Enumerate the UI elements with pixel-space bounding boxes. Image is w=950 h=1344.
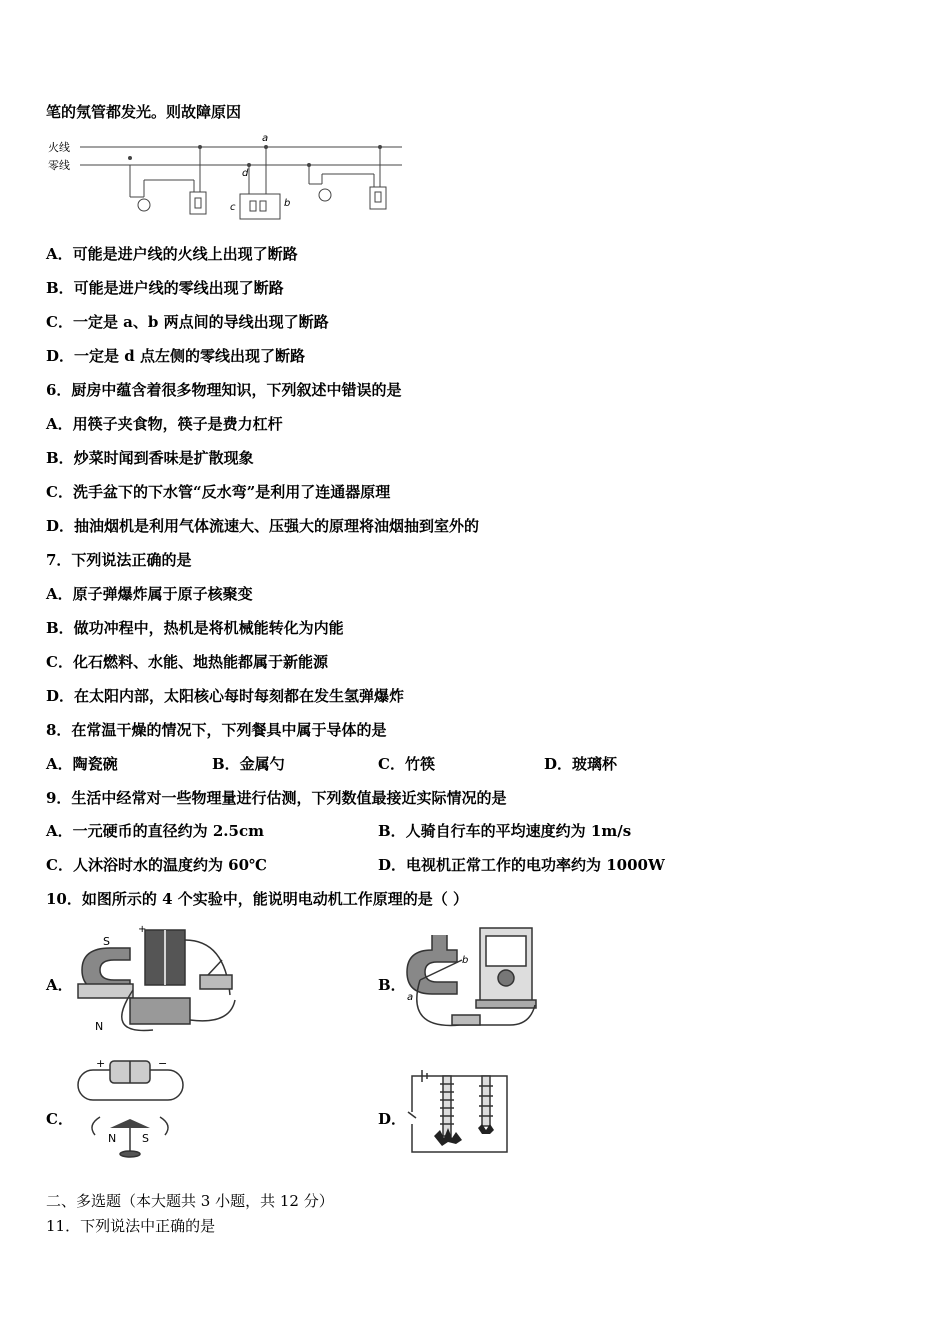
q8-option-a: A．陶瓷碗 (46, 755, 118, 773)
q8-stem: 8．在常温干燥的情况下，下列餐具中属于导体的是 (46, 721, 387, 739)
svg-text:c: c (230, 202, 236, 213)
q5-intro: 笔的氖管都发光。则故障原因 (46, 103, 242, 121)
household-circuit-diagram (44, 132, 404, 227)
svg-text:b: b (284, 198, 291, 209)
svg-text:N: N (95, 1020, 104, 1033)
neutral-wire-label: 零线 (48, 159, 70, 172)
q9-option-a: A．一元硬币的直径约为 2.5cm (46, 822, 264, 840)
q10-fig-c-label: C． (46, 1110, 73, 1128)
q6-option-c: C．洗手盆下的下水管“反水弯”是利用了连通器原理 (46, 483, 391, 501)
q9-option-b: B．人骑自行车的平均速度约为 1m/s (378, 822, 632, 840)
q8-option-d: D．玻璃杯 (544, 755, 618, 773)
svg-text:−: − (158, 1057, 168, 1070)
q8-option-b: B．金属勺 (212, 755, 285, 773)
q7-option-c: C．化石燃料、水能、地热能都属于新能源 (46, 653, 328, 671)
q11-stem: 11．下列说法中正确的是 (46, 1217, 216, 1235)
svg-text:S: S (103, 935, 110, 948)
q7-option-b: B．做功冲程中，热机是将机械能转化为内能 (46, 619, 344, 637)
q7-stem: 7．下列说法正确的是 (46, 551, 192, 569)
svg-text:S: S (142, 1132, 149, 1145)
q6-option-d: D．抽油烟机是利用气体流速大、压强大的原理将油烟抽到室外的 (46, 517, 480, 535)
q7-option-d: D．在太阳内部，太阳核心每时每刻都在发生氢弹爆炸 (46, 687, 405, 705)
svg-text:a: a (262, 133, 269, 144)
q8-option-c: C．竹筷 (378, 755, 435, 773)
q10-fig-b-label: B． (378, 976, 406, 994)
q9-option-c: C．人沐浴时水的温度约为 60℃ (46, 856, 268, 874)
q10-figure-d-experiment (402, 1062, 517, 1157)
q6-stem: 6．厨房中蕴含着很多物理知识，下列叙述中错误的是 (46, 381, 402, 399)
q5-option-a: A．可能是进户线的火线上出现了断路 (46, 245, 298, 263)
q7-option-a: A．原子弹爆炸属于原子核聚变 (46, 585, 253, 603)
q10-figure-c-experiment (70, 1055, 195, 1160)
q6-option-a: A．用筷子夹食物，筷子是费力杠杆 (46, 415, 283, 433)
svg-text:+: + (138, 924, 147, 935)
svg-text:b: b (462, 955, 469, 966)
svg-text:d: d (242, 168, 249, 179)
live-wire-label: 火线 (48, 141, 70, 154)
q9-stem: 9．生活中经常对一些物理量进行估测，下列数值最接近实际情况的是 (46, 789, 507, 807)
section2-title: 二、多选题（本大题共 3 小题，共 12 分） (46, 1192, 334, 1210)
q10-figure-b-experiment (402, 920, 552, 1035)
q5-option-c: C．一定是 a、b 两点间的导线出现了断路 (46, 313, 329, 331)
q10-stem: 10．如图所示的 4 个实验中，能说明电动机工作原理的是（ ） (46, 890, 468, 908)
q5-option-d: D．一定是 d 点左侧的零线出现了断路 (46, 347, 305, 365)
q10-figure-a-experiment (70, 920, 240, 1040)
svg-text:a: a (407, 992, 414, 1003)
q10-fig-d-label: D． (378, 1110, 407, 1128)
q6-option-b: B．炒菜时闻到香味是扩散现象 (46, 449, 254, 467)
q10-fig-a-label: A． (46, 976, 73, 994)
q9-option-d: D．电视机正常工作的电功率约为 1000W (378, 856, 665, 874)
q5-option-b: B．可能是进户线的零线出现了断路 (46, 279, 284, 297)
svg-text:N: N (108, 1132, 117, 1145)
svg-text:+: + (96, 1057, 106, 1070)
